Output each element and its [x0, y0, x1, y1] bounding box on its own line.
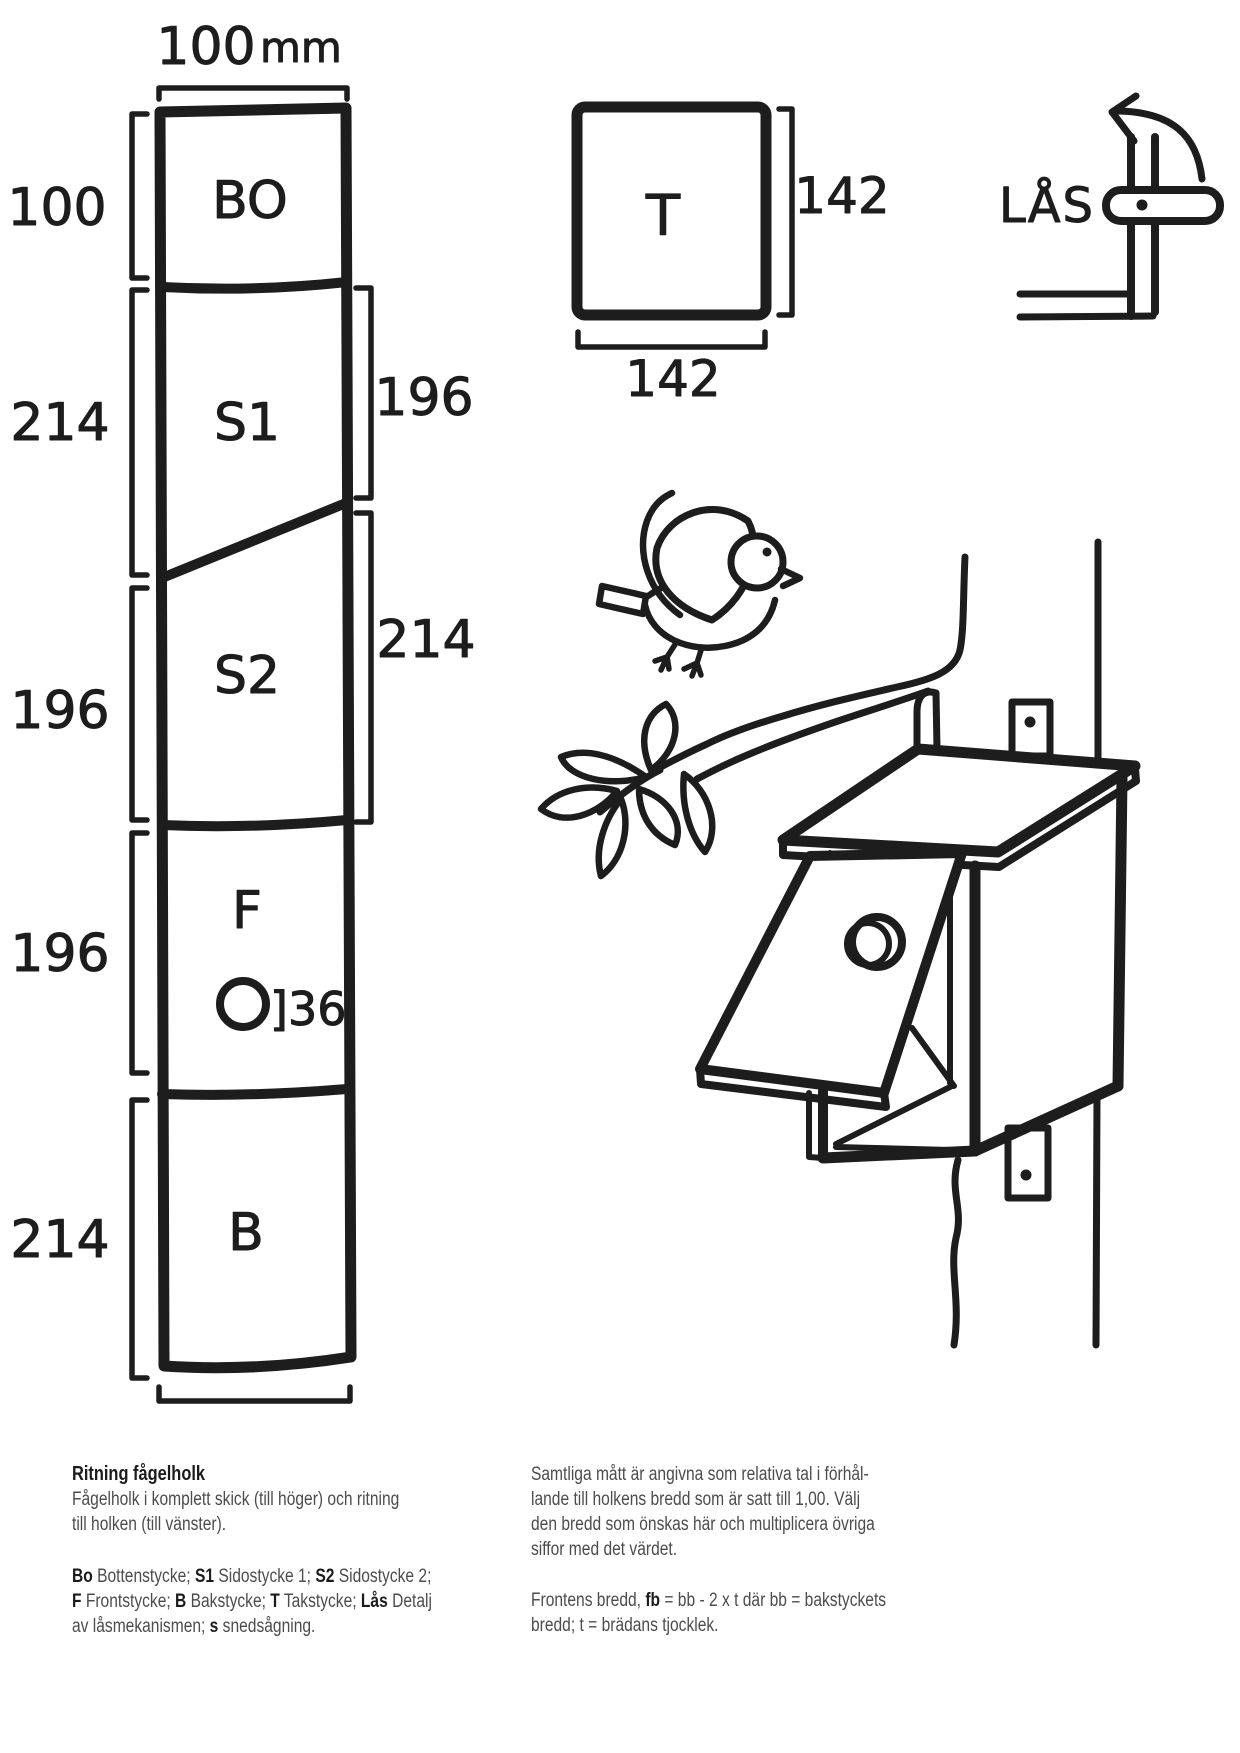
- legend-line: [72, 1564, 432, 1589]
- divider-bo-s1: [162, 282, 347, 289]
- plank-width-unit: mm: [260, 23, 342, 72]
- bird-beak: [781, 569, 800, 586]
- hole-diameter-label: ]36: [270, 982, 347, 1036]
- bracket-left-f: [132, 833, 147, 1073]
- plank-outline: [160, 108, 351, 1368]
- legend-text: Bakstycke;: [186, 1591, 271, 1612]
- bird-eye: [763, 548, 772, 557]
- legend-text: Frontstycke;: [81, 1591, 176, 1612]
- lock-detail-diagram: [999, 96, 1220, 317]
- bracket-bottom: [159, 1387, 350, 1401]
- dim-left-f: 196: [10, 924, 110, 984]
- label-roof-piece: T: [645, 184, 681, 249]
- formula-key: fb: [645, 1590, 661, 1611]
- divider-s2-f: [162, 820, 347, 826]
- bracket-right-s1: [356, 288, 371, 498]
- caption-line: bredd; t = brädans tjocklek.: [531, 1615, 719, 1636]
- bird-head: [731, 536, 783, 588]
- dim-roof-width: 142: [625, 350, 721, 408]
- bird-leg: [684, 647, 702, 676]
- dim-left-s1: 214: [10, 393, 110, 453]
- legend-text: Sidostycke 2;: [334, 1566, 432, 1587]
- legend-text: Detalj: [387, 1591, 432, 1612]
- trunk-edge-below-left: [954, 1160, 959, 1345]
- dim-right-s2: 214: [376, 610, 476, 670]
- formula-text: Frontens bredd,: [531, 1590, 646, 1611]
- screw: [1025, 717, 1036, 728]
- label-side1-piece: S1: [213, 393, 281, 453]
- dim-roof-height: 142: [794, 167, 890, 225]
- label-front-piece: F: [232, 881, 262, 941]
- legend-key: s: [209, 1616, 219, 1637]
- bottom-rail-bar: [823, 1151, 975, 1158]
- caption-line: lande till holkens bredd som är satt till 1,00. Välj: [531, 1489, 861, 1510]
- legend-key: Bo: [72, 1566, 93, 1587]
- caption-line: Fågelholk i komplett skick (till höger) och ritning: [72, 1489, 400, 1510]
- legend-text: snedsågning.: [218, 1616, 316, 1637]
- caption-heading: Ritning fågelholk: [72, 1463, 206, 1485]
- plank-diagram: [7, 17, 475, 1401]
- leaf: [561, 753, 646, 781]
- bracket-right-s2: [356, 513, 371, 822]
- bracket-roof-height: [779, 109, 792, 315]
- trunk-edge-below-right: [1096, 1095, 1097, 1345]
- house-front-panel: [700, 853, 962, 1093]
- legend-text: Takstycke;: [279, 1591, 361, 1612]
- legend-line: [72, 1614, 432, 1639]
- branch-fork: [917, 692, 937, 749]
- legend-key: F: [72, 1591, 82, 1612]
- bracket-left-s1: [132, 290, 147, 575]
- roof-piece-diagram: [577, 107, 890, 408]
- caption-line: siffor med det värdet.: [531, 1539, 678, 1560]
- caption-line: Samtliga mått är angivna som relativa tal i förhål-: [531, 1464, 869, 1485]
- caption-line: till holken (till vänster).: [72, 1514, 227, 1535]
- leaf: [541, 788, 617, 818]
- label-bottom-piece: BO: [212, 171, 288, 231]
- legend-key: T: [270, 1591, 280, 1612]
- paragraph-gap: [531, 1562, 886, 1588]
- house-roof-top: [783, 749, 1135, 852]
- dim-left-b: 214: [10, 1210, 110, 1270]
- caption-line: den bredd som önskas här och multiplicera övriga: [531, 1514, 875, 1535]
- legend-key: B: [175, 1591, 187, 1612]
- interior-floor-edge: [836, 1086, 952, 1144]
- divider-diagonal-s1-s2: [162, 503, 346, 578]
- label-back-piece: B: [228, 1203, 264, 1263]
- lock-latch-bar: [1106, 190, 1220, 221]
- legend-key: S2: [315, 1566, 335, 1587]
- house-right-edge: [1118, 778, 1122, 1086]
- lock-shelf-line: [1020, 316, 1153, 317]
- mounting-bracket-top: [1012, 702, 1050, 756]
- lock-arrowhead: [1112, 96, 1136, 141]
- screw: [1021, 1170, 1032, 1181]
- legend-key: S1: [194, 1566, 215, 1587]
- dim-right-s1: 196: [374, 368, 474, 428]
- bracket-roof-width: [578, 332, 765, 347]
- legend-key: Lås: [360, 1591, 388, 1612]
- bracket-left-s2: [132, 588, 147, 820]
- legend-text: Sidostycke 1;: [214, 1566, 316, 1587]
- bracket-top-width: [159, 88, 347, 99]
- bracket-left-bo: [132, 114, 147, 278]
- caption-line: [531, 1588, 886, 1613]
- bird-illustration: [599, 493, 800, 676]
- dim-left-bo: 100: [7, 178, 107, 238]
- caption-right-column: [531, 1462, 886, 1638]
- legend-text: av låsmekanismen;: [72, 1616, 210, 1637]
- bracket-left-b: [132, 1100, 147, 1378]
- leaf: [683, 774, 712, 852]
- label-side2-piece: S2: [213, 646, 281, 706]
- legend-line: [72, 1589, 432, 1614]
- formula-text: = bb - 2 x t där bb = bakstyckets: [660, 1590, 887, 1611]
- dim-left-s2: 196: [10, 681, 110, 741]
- legend-text: Bottenstycke;: [92, 1566, 195, 1587]
- lock-pivot-screw: [1137, 200, 1148, 211]
- plank-width-value: 100: [156, 17, 256, 77]
- bird-leg: [655, 643, 676, 670]
- entrance-hole: [220, 981, 266, 1027]
- paragraph-gap: [72, 1537, 432, 1564]
- caption-left-column: [72, 1462, 432, 1639]
- label-lock-detail: LÅS: [998, 178, 1096, 234]
- bird-tail: [599, 586, 646, 614]
- divider-f-b: [162, 1089, 347, 1095]
- leaf: [639, 789, 678, 845]
- birdhouse-illustration: [700, 702, 1136, 1198]
